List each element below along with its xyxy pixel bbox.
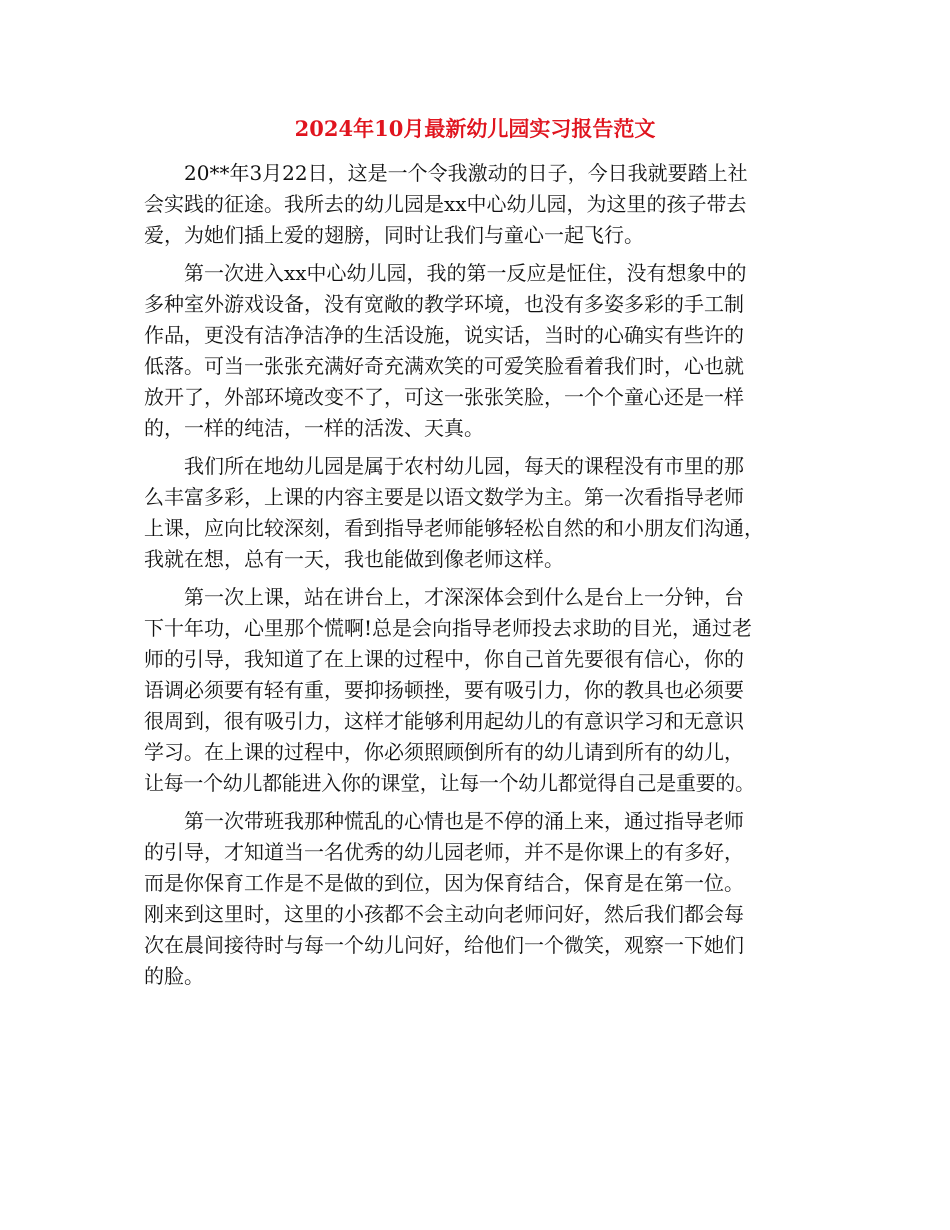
text-line: 而是你保育工作是不是做的到位，因为保育结合，保育是在第一位。 — [144, 871, 744, 895]
text-line: 多种室外游戏设备，没有宽敞的教学环境，也没有多姿多彩的手工制 — [144, 292, 744, 316]
text-line: 第一次上课，站在讲台上，才深深体会到什么是台上一分钟，台 — [184, 585, 744, 609]
text-line: 作品，更没有洁净洁净的生活设施，说实话，当时的心确实有些许的 — [144, 323, 744, 347]
document-title: 2024年10月最新幼儿园实习报告范文 — [294, 116, 656, 141]
text-line: 第一次进入xx中心幼儿园，我的第一反应是怔住，没有想象中的 — [184, 261, 747, 285]
text-line: 学习。在上课的过程中，你必须照顾倒所有的幼儿请到所有的幼儿， — [144, 740, 744, 764]
paragraph — [144, 451, 804, 575]
text-line: 我就在想，总有一天，我也能做到像老师这样。 — [144, 547, 564, 571]
text-line: 让每一个幼儿都能进入你的课堂，让每一个幼儿都觉得自己是重要的。 — [144, 771, 755, 795]
text-line: 师的引导，我知道了在上课的过程中，你自己首先要很有信心，你的 — [144, 647, 744, 671]
paragraph — [144, 258, 804, 444]
text-line: 语调必须要有轻有重，要抑扬顿挫，要有吸引力，你的教具也必须要 — [144, 678, 744, 702]
paragraph — [144, 158, 804, 251]
text-line: 很周到，很有吸引力，这样才能够利用起幼儿的有意识学习和无意识 — [144, 709, 744, 733]
text-line: 次在晨间接待时与每一个幼儿问好，给他们一个微笑，观察一下她们 — [144, 933, 744, 957]
text-line: 刚来到这里时，这里的小孩都不会主动向老师问好，然后我们都会每 — [144, 902, 744, 926]
text-line: 的引导，才知道当一名优秀的幼儿园老师，并不是你课上的有多好， — [144, 840, 744, 864]
text-line: 会实践的征途。我所去的幼儿园是xx中心幼儿园，为这里的孩子带去 — [144, 192, 747, 216]
text-line: 的，一样的纯洁，一样的活泼、天真。 — [144, 416, 484, 440]
text-line: 下十年功，心里那个慌啊!总是会向指导老师投去求助的目光，通过老 — [144, 616, 753, 640]
text-line: 放开了，外部环境改变不了，可这一张张笑脸，一个个童心还是一样 — [144, 385, 744, 409]
text-line: 爱，为她们插上爱的翅膀，同时让我们与童心一起飞行。 — [144, 223, 644, 247]
text-line: 的脸。 — [144, 964, 204, 988]
paragraph — [144, 806, 804, 992]
paragraph — [144, 582, 804, 799]
document-body — [144, 158, 804, 999]
text-line: 我们所在地幼儿园是属于农村幼儿园，每天的课程没有市里的那 — [184, 454, 744, 478]
text-line: 么丰富多彩，上课的内容主要是以语文数学为主。第一次看指导老师 — [144, 485, 744, 509]
text-line: 上课，应向比较深刻，看到指导老师能够轻松自然的和小朋友们沟通， — [144, 516, 764, 540]
text-line: 低落。可当一张张充满好奇充满欢笑的可爱笑脸看着我们时，心也就 — [144, 354, 744, 378]
text-line: 20**年3月22日，这是一个令我激动的日子，今日我就要踏上社 — [184, 161, 748, 185]
text-line: 第一次带班我那种慌乱的心情也是不停的涌上来，通过指导老师 — [184, 809, 744, 833]
